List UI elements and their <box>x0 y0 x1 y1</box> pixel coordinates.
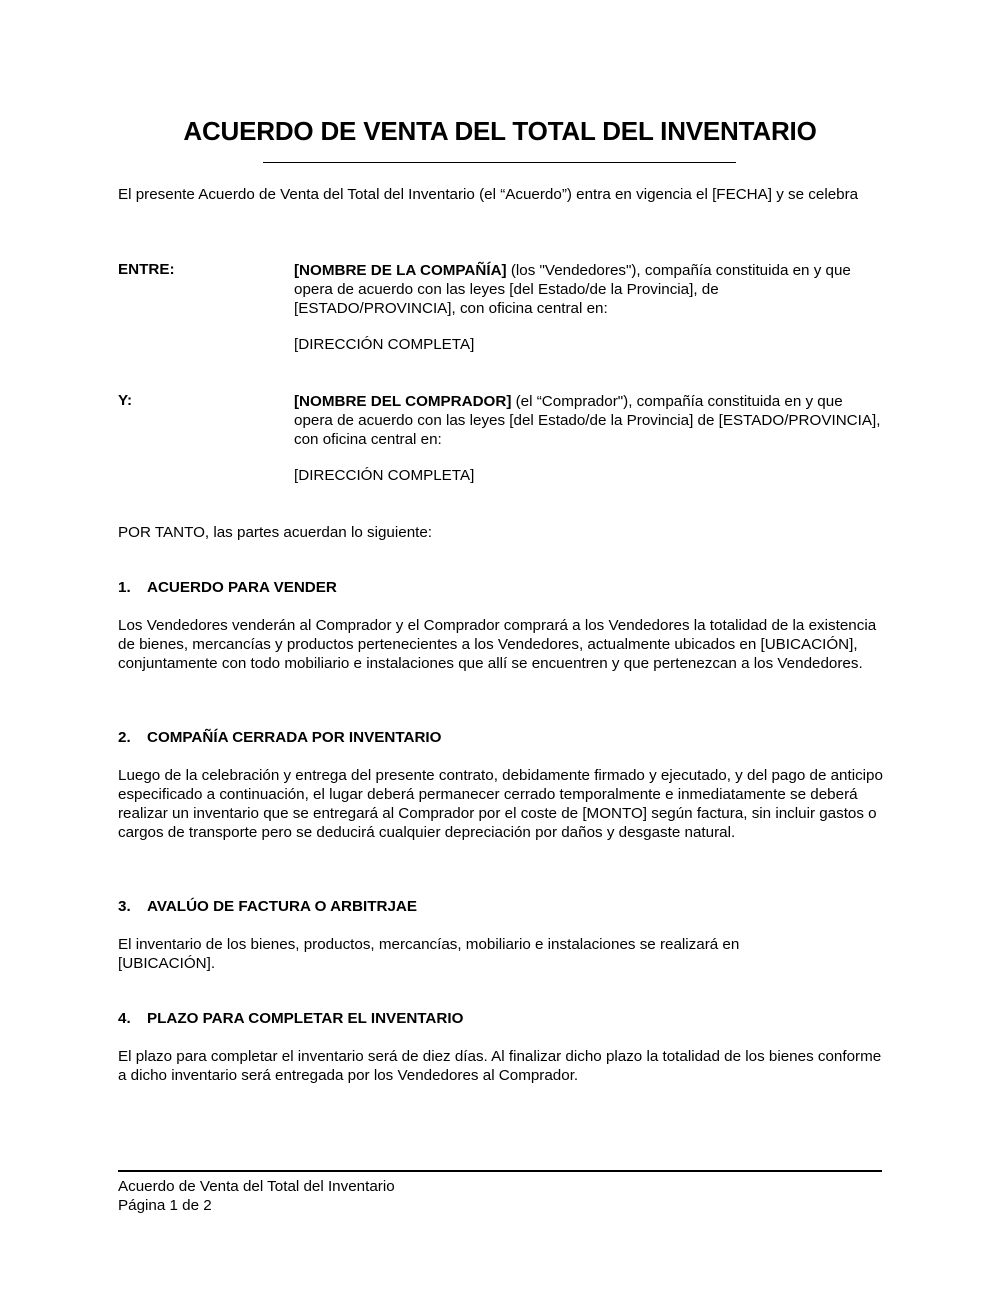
section-heading-3 <box>118 898 417 915</box>
section-body-2: Luego de la celebración y entrega del presente contrato, debidamente firmado y ejecutado, y del pago de anticipo especificado a continuación, el lugar deberá permanecer cerrado temporalmente e inmediatamente se deberá realizar un inventario que se entregará al Comprador por el coste de [MONTO] según factura, sin incluir gastos o cargos de transporte pero se deducirá cualquier depreciación por daños y desgaste natural. <box>118 767 883 841</box>
section-number: 3. <box>118 898 131 915</box>
seller-address: [DIRECCIÓN COMPLETA] <box>294 336 475 353</box>
document-title: ACUERDO DE VENTA DEL TOTAL DEL INVENTARIO <box>183 116 817 146</box>
section-heading-4 <box>118 1010 463 1027</box>
footer-title: Acuerdo de Venta del Total del Inventario <box>118 1178 395 1195</box>
party-description-seller <box>294 261 884 318</box>
section-body-3: El inventario de los bienes, productos, mercancías, mobiliario e instalaciones se realizará en [UBICACIÓN]. <box>118 936 740 972</box>
seller-name: [NOMBRE DE LA COMPAÑÍA] <box>294 262 507 279</box>
party-label-buyer: Y: <box>118 392 133 409</box>
section-title: AVALÚO DE FACTURA O ARBITRJAE <box>147 898 417 915</box>
section-body-1: Los Vendedores venderán al Comprador y el Comprador comprará a los Vendedores la totalidad de la existencia de bienes, mercancías y productos pertenecientes a los Vendedores, actualmente ubicados en [UBICACIÓN], conjuntamente con todo mobiliario e instalaciones que allí se encuentren y que pertenezcan a los Vendedores. <box>118 617 877 672</box>
buyer-address: [DIRECCIÓN COMPLETA] <box>294 467 475 484</box>
section-title: COMPAÑÍA CERRADA POR INVENTARIO <box>147 729 442 746</box>
party-description-buyer <box>294 392 884 449</box>
section-number: 1. <box>118 579 131 596</box>
therefore-statement: POR TANTO, las partes acuerdan lo siguiente: <box>118 524 433 541</box>
intro-paragraph: El presente Acuerdo de Venta del Total del Inventario (el “Acuerdo”) entra en vigencia el [FECHA] y se celebra <box>118 186 859 203</box>
seller-details: (los "Vendedores"), compañía constituida en y que opera de acuerdo con las leyes [del Estado/de la Provincia], de [ESTADO/PROVINCIA], con oficina central en: <box>294 262 851 317</box>
section-title: PLAZO PARA COMPLETAR EL INVENTARIO <box>147 1010 464 1027</box>
section-title: ACUERDO PARA VENDER <box>147 579 337 596</box>
title-underline <box>263 162 736 163</box>
buyer-details: (el “Comprador"), compañía constituida en y que opera de acuerdo con las leyes [del Estado/de la Provincia] de [ESTADO/PROVINCIA], con oficina central en: <box>294 393 881 448</box>
buyer-name: [NOMBRE DEL COMPRADOR] <box>294 393 512 410</box>
party-label-seller: ENTRE: <box>118 261 175 278</box>
section-heading-1 <box>118 579 337 596</box>
section-number: 2. <box>118 729 131 746</box>
footer-page-number: Página 1 de 2 <box>118 1197 212 1214</box>
section-number: 4. <box>118 1010 131 1027</box>
section-heading-2 <box>118 729 441 746</box>
section-body-4: El plazo para completar el inventario será de diez días. Al finalizar dicho plazo la totalidad de los bienes conforme a dicho inventario será entregada por los Vendedores al Comprador. <box>118 1048 882 1084</box>
footer-rule <box>118 1170 882 1172</box>
